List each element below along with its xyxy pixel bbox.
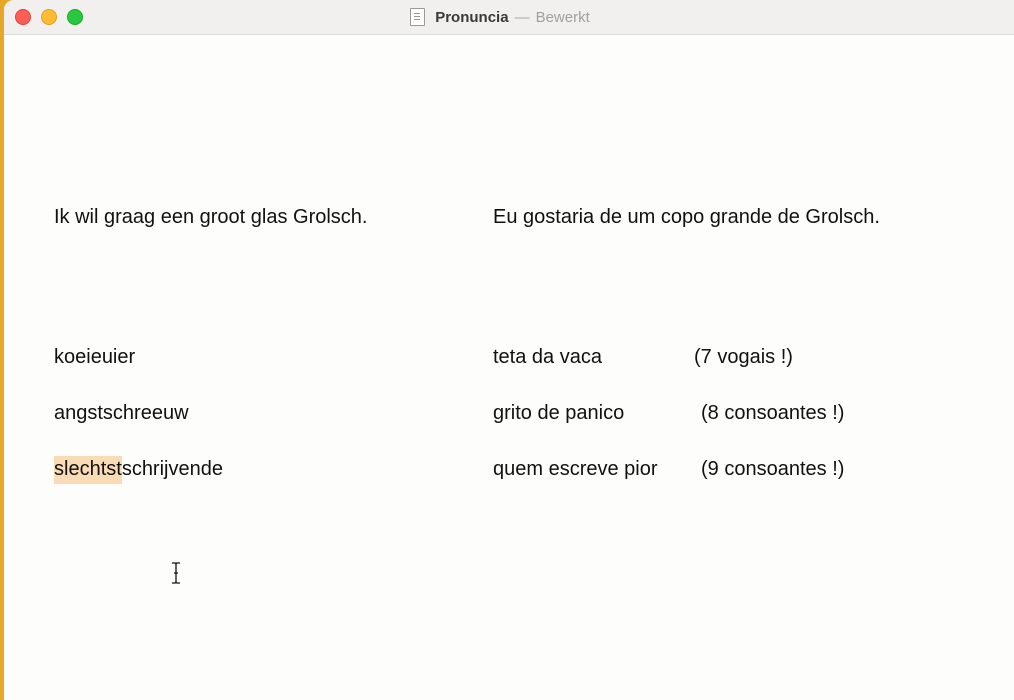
text-selection[interactable]: slechtst <box>54 456 122 484</box>
title-bar[interactable] <box>4 0 1014 35</box>
dutch-word-1[interactable]: koeieuier <box>54 346 136 368</box>
document-text-area[interactable] <box>4 35 1014 700</box>
dutch-word-2[interactable]: angstschreeuw <box>54 402 189 424</box>
portuguese-word-1[interactable]: teta da vaca <box>493 346 602 368</box>
note-2[interactable]: (8 consoantes !) <box>701 402 845 424</box>
portuguese-word-3[interactable]: quem escreve pior <box>493 458 658 480</box>
dutch-sentence[interactable]: Ik wil graag een groot glas Grolsch. <box>54 206 368 228</box>
dutch-word-3-rest[interactable]: schrijvende <box>121 458 223 480</box>
title-separator: — <box>514 8 530 26</box>
ibeam-cursor-icon <box>170 562 182 584</box>
document-name: Pronuncia <box>435 8 509 26</box>
portuguese-word-2[interactable]: grito de panico <box>493 402 625 424</box>
textedit-window <box>4 0 1014 700</box>
document-icon[interactable] <box>410 8 425 26</box>
portuguese-sentence[interactable]: Eu gostaria de um copo grande de Grolsch. <box>493 206 880 228</box>
window-title <box>4 0 1014 34</box>
note-1[interactable]: (7 vogais !) <box>694 346 793 368</box>
dutch-word-3[interactable] <box>54 457 223 481</box>
note-3[interactable]: (9 consoantes !) <box>701 458 845 480</box>
document-edited-status: Bewerkt <box>535 8 590 26</box>
